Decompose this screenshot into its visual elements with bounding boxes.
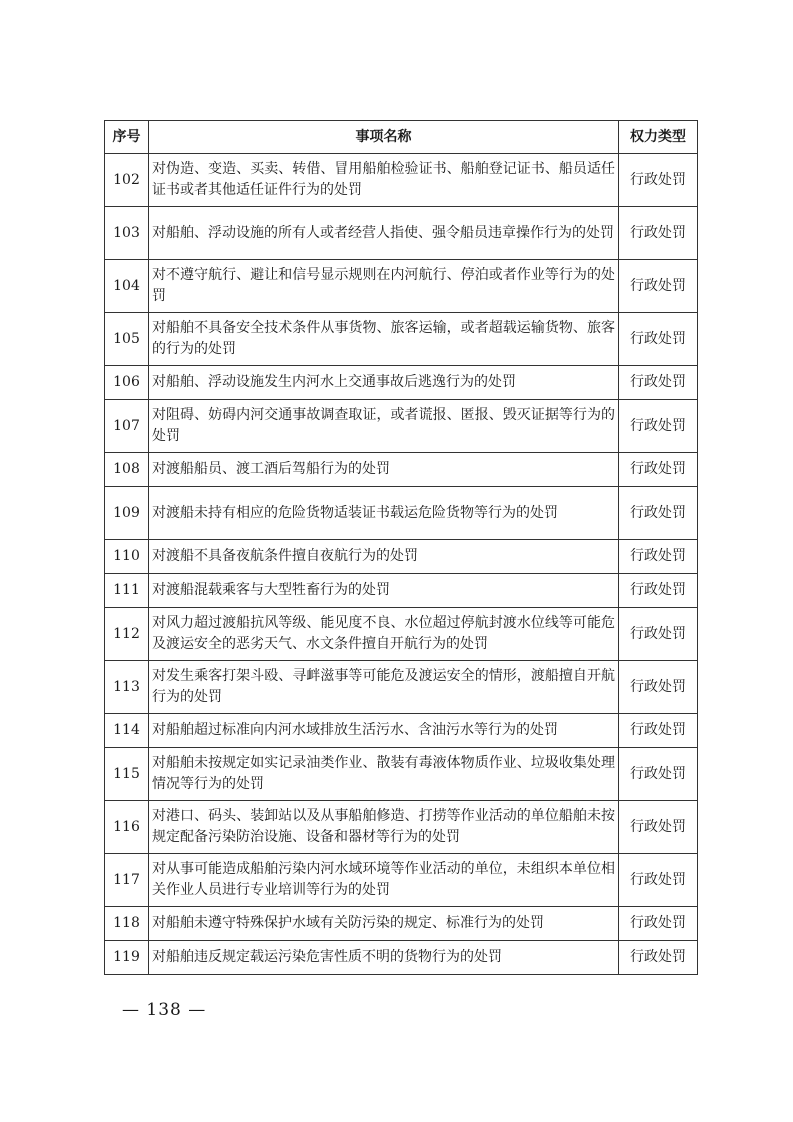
row-item-name: 对港口、码头、装卸站以及从事船舶修造、打捞等作业活动的单位船舶未按规定配备污染防治设施、设备和器材等行为的处罚 — [149, 801, 619, 854]
table-row — [105, 854, 698, 907]
table-row — [105, 714, 698, 748]
row-item-name: 对渡船船员、渡工酒后驾船行为的处罚 — [149, 453, 619, 487]
table-row — [105, 540, 698, 574]
row-power-type: 行政处罚 — [619, 907, 698, 941]
table-row — [105, 574, 698, 608]
row-number: 110 — [105, 540, 149, 574]
row-item-name: 对伪造、变造、买卖、转借、冒用船舶检验证书、船舶登记证书、船员适任证书或者其他适任证件行为的处罚 — [149, 154, 619, 207]
row-item-name: 对渡船未持有相应的危险货物适装证书载运危险货物等行为的处罚 — [149, 487, 619, 540]
row-power-type: 行政处罚 — [619, 608, 698, 661]
row-item-name: 对不遵守航行、避让和信号显示规则在内河航行、停泊或者作业等行为的处罚 — [149, 260, 619, 313]
row-number: 102 — [105, 154, 149, 207]
table-row — [105, 748, 698, 801]
table-header-row — [105, 121, 698, 154]
row-number: 112 — [105, 608, 149, 661]
row-item-name: 对船舶未按规定如实记录油类作业、散装有毒液体物质作业、垃圾收集处理情况等行为的处罚 — [149, 748, 619, 801]
row-power-type: 行政处罚 — [619, 400, 698, 453]
row-power-type: 行政处罚 — [619, 748, 698, 801]
header-type: 权力类型 — [619, 121, 698, 154]
row-number: 108 — [105, 453, 149, 487]
table-row — [105, 661, 698, 714]
row-item-name: 对渡船混载乘客与大型牲畜行为的处罚 — [149, 574, 619, 608]
table-row — [105, 207, 698, 260]
row-item-name: 对从事可能造成船舶污染内河水域环境等作业活动的单位，未组织本单位相关作业人员进行专业培训等行为的处罚 — [149, 854, 619, 907]
row-number: 118 — [105, 907, 149, 941]
row-item-name: 对渡船不具备夜航条件擅自夜航行为的处罚 — [149, 540, 619, 574]
row-power-type: 行政处罚 — [619, 154, 698, 207]
row-item-name: 对发生乘客打架斗殴、寻衅滋事等可能危及渡运安全的情形，渡船擅自开航行为的处罚 — [149, 661, 619, 714]
row-item-name: 对船舶、浮动设施发生内河水上交通事故后逃逸行为的处罚 — [149, 366, 619, 400]
row-power-type: 行政处罚 — [619, 941, 698, 975]
header-name: 事项名称 — [149, 121, 619, 154]
row-number: 104 — [105, 260, 149, 313]
row-power-type: 行政处罚 — [619, 313, 698, 366]
table-row — [105, 801, 698, 854]
row-number: 115 — [105, 748, 149, 801]
table-row — [105, 400, 698, 453]
row-number: 111 — [105, 574, 149, 608]
row-item-name: 对船舶违反规定载运污染危害性质不明的货物行为的处罚 — [149, 941, 619, 975]
table-row — [105, 453, 698, 487]
table-row — [105, 608, 698, 661]
table-row — [105, 260, 698, 313]
row-power-type: 行政处罚 — [619, 574, 698, 608]
table-row — [105, 941, 698, 975]
row-number: 113 — [105, 661, 149, 714]
row-item-name: 对船舶不具备安全技术条件从事货物、旅客运输，或者超载运输货物、旅客的行为的处罚 — [149, 313, 619, 366]
table-row — [105, 366, 698, 400]
row-power-type: 行政处罚 — [619, 366, 698, 400]
page-number: — 138 — — [122, 1000, 207, 1020]
table-row — [105, 487, 698, 540]
row-power-type: 行政处罚 — [619, 661, 698, 714]
row-power-type: 行政处罚 — [619, 540, 698, 574]
row-number: 117 — [105, 854, 149, 907]
header-no: 序号 — [105, 121, 149, 154]
row-number: 119 — [105, 941, 149, 975]
row-item-name: 对船舶、浮动设施的所有人或者经营人指使、强令船员违章操作行为的处罚 — [149, 207, 619, 260]
row-power-type: 行政处罚 — [619, 854, 698, 907]
row-number: 109 — [105, 487, 149, 540]
row-number: 116 — [105, 801, 149, 854]
table-row — [105, 907, 698, 941]
row-power-type: 行政处罚 — [619, 453, 698, 487]
table-row — [105, 154, 698, 207]
row-power-type: 行政处罚 — [619, 801, 698, 854]
row-item-name: 对风力超过渡船抗风等级、能见度不良、水位超过停航封渡水位线等可能危及渡运安全的恶劣天气、水文条件擅自开航行为的处罚 — [149, 608, 619, 661]
row-number: 106 — [105, 366, 149, 400]
row-number: 103 — [105, 207, 149, 260]
row-power-type: 行政处罚 — [619, 487, 698, 540]
items-table — [104, 120, 698, 975]
table-body — [105, 154, 698, 975]
row-number: 107 — [105, 400, 149, 453]
row-power-type: 行政处罚 — [619, 260, 698, 313]
row-number: 105 — [105, 313, 149, 366]
row-item-name: 对阻碍、妨碍内河交通事故调查取证，或者谎报、匿报、毁灭证据等行为的处罚 — [149, 400, 619, 453]
row-item-name: 对船舶超过标准向内河水域排放生活污水、含油污水等行为的处罚 — [149, 714, 619, 748]
row-power-type: 行政处罚 — [619, 207, 698, 260]
row-power-type: 行政处罚 — [619, 714, 698, 748]
row-item-name: 对船舶未遵守特殊保护水域有关防污染的规定、标准行为的处罚 — [149, 907, 619, 941]
row-number: 114 — [105, 714, 149, 748]
table-row — [105, 313, 698, 366]
